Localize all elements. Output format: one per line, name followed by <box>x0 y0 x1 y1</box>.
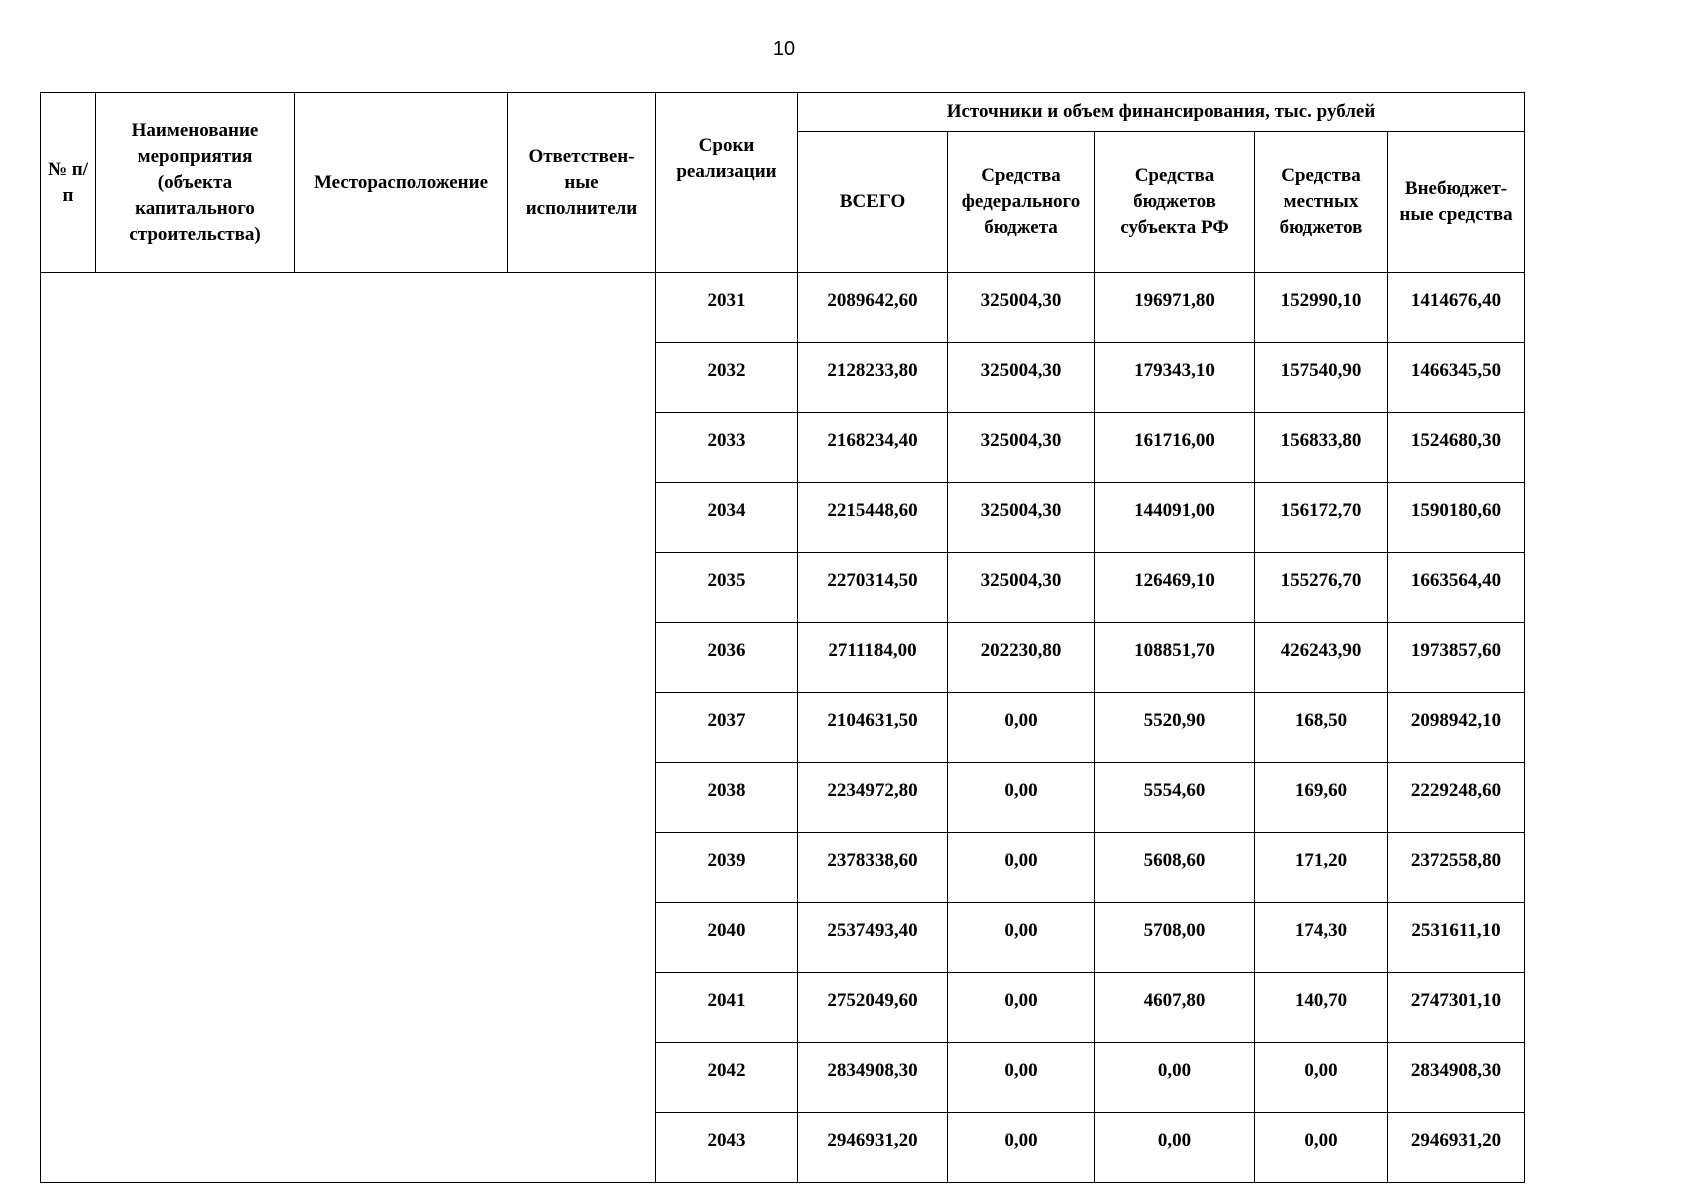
cell-federal: 325004,30 <box>948 413 1095 483</box>
cell-total: 2168234,40 <box>798 413 948 483</box>
cell-total: 2834908,30 <box>798 1043 948 1113</box>
cell-total: 2089642,60 <box>798 273 948 343</box>
cell-regional: 5608,60 <box>1095 833 1255 903</box>
cell-total: 2215448,60 <box>798 483 948 553</box>
cell-extra: 2747301,10 <box>1388 973 1525 1043</box>
cell-total: 2711184,00 <box>798 623 948 693</box>
cell-federal: 0,00 <box>948 1043 1095 1113</box>
cell-local: 0,00 <box>1255 1113 1388 1183</box>
header-location: Месторасположение <box>295 93 508 273</box>
cell-regional: 0,00 <box>1095 1113 1255 1183</box>
cell-federal: 0,00 <box>948 833 1095 903</box>
cell-year: 2034 <box>656 483 798 553</box>
cell-extra: 1590180,60 <box>1388 483 1525 553</box>
table-header <box>41 93 1525 273</box>
cell-regional: 108851,70 <box>1095 623 1255 693</box>
cell-federal: 325004,30 <box>948 553 1095 623</box>
cell-regional: 179343,10 <box>1095 343 1255 413</box>
merged-blank-cell <box>41 273 656 1183</box>
cell-year: 2041 <box>656 973 798 1043</box>
cell-extra: 2531611,10 <box>1388 903 1525 973</box>
cell-regional: 0,00 <box>1095 1043 1255 1113</box>
cell-extra: 1663564,40 <box>1388 553 1525 623</box>
cell-local: 171,20 <box>1255 833 1388 903</box>
header-responsible: Ответствен-ные исполнители <box>508 93 656 273</box>
header-total: ВСЕГО <box>798 132 948 273</box>
cell-total: 2378338,60 <box>798 833 948 903</box>
cell-year: 2039 <box>656 833 798 903</box>
cell-year: 2031 <box>656 273 798 343</box>
cell-year: 2035 <box>656 553 798 623</box>
cell-federal: 0,00 <box>948 1113 1095 1183</box>
cell-extra: 1466345,50 <box>1388 343 1525 413</box>
cell-local: 169,60 <box>1255 763 1388 833</box>
cell-federal: 325004,30 <box>948 343 1095 413</box>
header-name: Наименование мероприятия (объекта капитального строительства) <box>96 93 295 273</box>
header-federal: Средства федерального бюджета <box>948 132 1095 273</box>
cell-total: 2270314,50 <box>798 553 948 623</box>
cell-federal: 202230,80 <box>948 623 1095 693</box>
financing-table <box>40 92 1525 1183</box>
cell-regional: 196971,80 <box>1095 273 1255 343</box>
cell-federal: 325004,30 <box>948 273 1095 343</box>
cell-federal: 325004,30 <box>948 483 1095 553</box>
header-local: Средства местных бюджетов <box>1255 132 1388 273</box>
cell-extra: 2372558,80 <box>1388 833 1525 903</box>
cell-regional: 161716,00 <box>1095 413 1255 483</box>
cell-extra: 2946931,20 <box>1388 1113 1525 1183</box>
cell-extra: 2229248,60 <box>1388 763 1525 833</box>
cell-local: 174,30 <box>1255 903 1388 973</box>
cell-total: 2104631,50 <box>798 693 948 763</box>
cell-year: 2042 <box>656 1043 798 1113</box>
cell-total: 2946931,20 <box>798 1113 948 1183</box>
cell-local: 152990,10 <box>1255 273 1388 343</box>
cell-local: 156172,70 <box>1255 483 1388 553</box>
header-sources: Источники и объем финансирования, тыс. рублей <box>798 93 1525 132</box>
cell-local: 426243,90 <box>1255 623 1388 693</box>
cell-regional: 5708,00 <box>1095 903 1255 973</box>
cell-extra: 1524680,30 <box>1388 413 1525 483</box>
cell-total: 2537493,40 <box>798 903 948 973</box>
cell-local: 0,00 <box>1255 1043 1388 1113</box>
cell-year: 2038 <box>656 763 798 833</box>
cell-year: 2040 <box>656 903 798 973</box>
cell-year: 2037 <box>656 693 798 763</box>
cell-year: 2032 <box>656 343 798 413</box>
cell-year: 2033 <box>656 413 798 483</box>
cell-local: 156833,80 <box>1255 413 1388 483</box>
table-body <box>41 273 1525 1183</box>
cell-year: 2036 <box>656 623 798 693</box>
cell-federal: 0,00 <box>948 693 1095 763</box>
cell-federal: 0,00 <box>948 763 1095 833</box>
header-num: № п/п <box>41 93 96 273</box>
cell-total: 2234972,80 <box>798 763 948 833</box>
cell-federal: 0,00 <box>948 903 1095 973</box>
cell-regional: 126469,10 <box>1095 553 1255 623</box>
cell-year: 2043 <box>656 1113 798 1183</box>
cell-regional: 5520,90 <box>1095 693 1255 763</box>
cell-federal: 0,00 <box>948 973 1095 1043</box>
page-number: 10 <box>772 38 796 60</box>
header-terms: Сроки реализации <box>656 93 798 273</box>
cell-regional: 4607,80 <box>1095 973 1255 1043</box>
table-row <box>41 273 1525 343</box>
cell-regional: 5554,60 <box>1095 763 1255 833</box>
header-extra: Внебюджет-ные средства <box>1388 132 1525 273</box>
cell-total: 2752049,60 <box>798 973 948 1043</box>
cell-total: 2128233,80 <box>798 343 948 413</box>
cell-extra: 1414676,40 <box>1388 273 1525 343</box>
header-regional: Средства бюджетов субъекта РФ <box>1095 132 1255 273</box>
cell-local: 168,50 <box>1255 693 1388 763</box>
cell-local: 140,70 <box>1255 973 1388 1043</box>
cell-local: 155276,70 <box>1255 553 1388 623</box>
cell-extra: 2834908,30 <box>1388 1043 1525 1113</box>
cell-local: 157540,90 <box>1255 343 1388 413</box>
cell-regional: 144091,00 <box>1095 483 1255 553</box>
cell-extra: 1973857,60 <box>1388 623 1525 693</box>
cell-extra: 2098942,10 <box>1388 693 1525 763</box>
